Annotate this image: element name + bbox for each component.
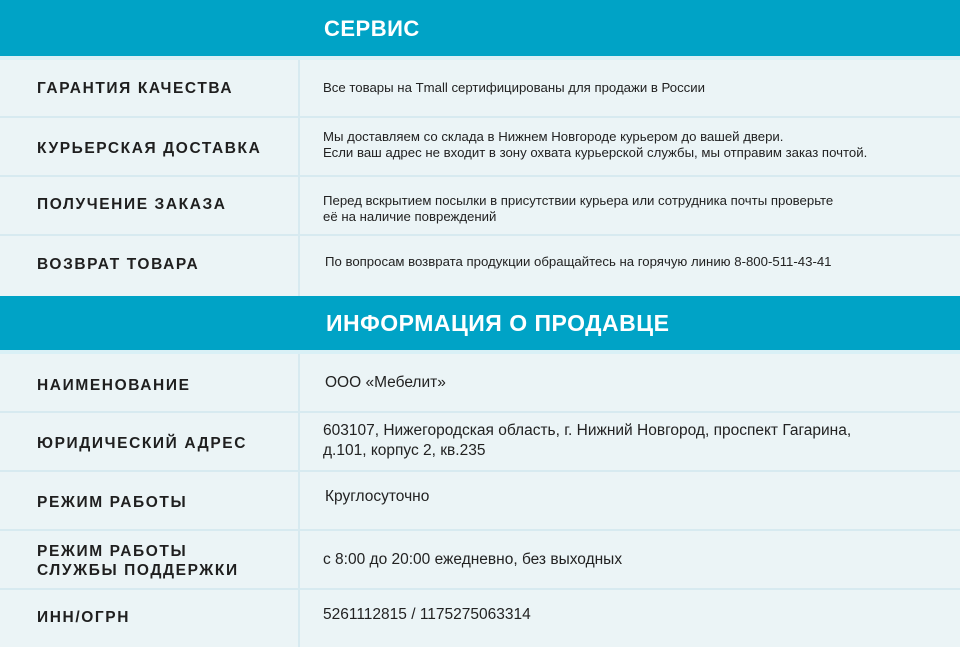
column-divider: [298, 60, 300, 116]
row-value: [325, 487, 429, 507]
row-value: [323, 421, 851, 461]
column-divider: [298, 413, 300, 470]
row-label: ЮРИДИЧЕСКИЙ АДРЕС: [37, 435, 247, 452]
row-label: ИНН/ОГРН: [37, 609, 131, 626]
service-title: СЕРВИС: [324, 16, 420, 41]
row-value: [323, 129, 867, 161]
row-value-line: Круглосуточно: [325, 488, 430, 505]
seller-row-address: [0, 413, 960, 472]
seller-row-hours: [0, 472, 960, 531]
row-label: НАИМЕНОВАНИЕ: [37, 377, 191, 394]
row-label: КУРЬЕРСКАЯ ДОСТАВКА: [37, 140, 262, 157]
seller-row-support-hours: [0, 531, 960, 590]
row-value-line: 603107, Нижегородская область, г. Нижний Новгород, проспект Гагарина,: [323, 422, 852, 439]
seller-row-inn: [0, 590, 960, 647]
column-divider: [298, 472, 300, 529]
row-value-line: Все товары на Tmall сертифицированы для продажи в России: [323, 80, 705, 95]
row-value: [323, 80, 705, 96]
row-value-line: с 8:00 до 20:00 ежедневно, без выходных: [323, 551, 623, 568]
service-header: [0, 0, 960, 60]
row-label: ПОЛУЧЕНИЕ ЗАКАЗА: [37, 196, 227, 213]
seller-header: [0, 296, 960, 354]
row-label-line: СЛУЖБЫ ПОДДЕРЖКИ: [37, 562, 239, 579]
row-value-line: её на наличие повреждений: [323, 209, 497, 224]
row-value: [325, 373, 446, 393]
seller-row-name: [0, 354, 960, 413]
row-value-line: Если ваш адрес не входит в зону охвата курьерской службы, мы отправим заказ почтой.: [323, 145, 868, 160]
row-value-line: По вопросам возврата продукции обращайтесь на горячую линию 8-800-511-43-41: [325, 254, 832, 269]
service-row-return: [0, 236, 960, 296]
row-label: ВОЗВРАТ ТОВАРА: [37, 256, 200, 273]
row-value-line: д.101, корпус 2, кв.235: [323, 442, 486, 459]
column-divider: [298, 177, 300, 234]
row-value: [323, 605, 531, 625]
row-value-line: Перед вскрытием посылки в присутствии курьера или сотрудника почты проверьте: [323, 193, 834, 208]
seller-title: ИНФОРМАЦИЯ О ПРОДАВЦЕ: [326, 310, 670, 336]
row-label: ГАРАНТИЯ КАЧЕСТВА: [37, 80, 234, 97]
row-value-line: 5261112815 / 1175275063314: [323, 606, 531, 623]
row-value-line: Мы доставляем со склада в Нижнем Новгороде курьером до вашей двери.: [323, 129, 784, 144]
row-value: [323, 550, 622, 570]
row-value-line: ООО «Мебелит»: [325, 374, 446, 391]
row-label: [37, 542, 239, 580]
column-divider: [298, 590, 300, 647]
column-divider: [298, 118, 300, 175]
service-row-delivery: [0, 118, 960, 177]
row-label-line: РЕЖИМ РАБОТЫ: [37, 543, 188, 560]
row-label: РЕЖИМ РАБОТЫ: [37, 494, 188, 511]
column-divider: [298, 531, 300, 588]
column-divider: [298, 236, 300, 296]
column-divider: [298, 354, 300, 411]
row-value: [325, 254, 832, 270]
service-row-receiving: [0, 177, 960, 236]
row-value: [323, 193, 833, 225]
service-row-quality: [0, 60, 960, 118]
